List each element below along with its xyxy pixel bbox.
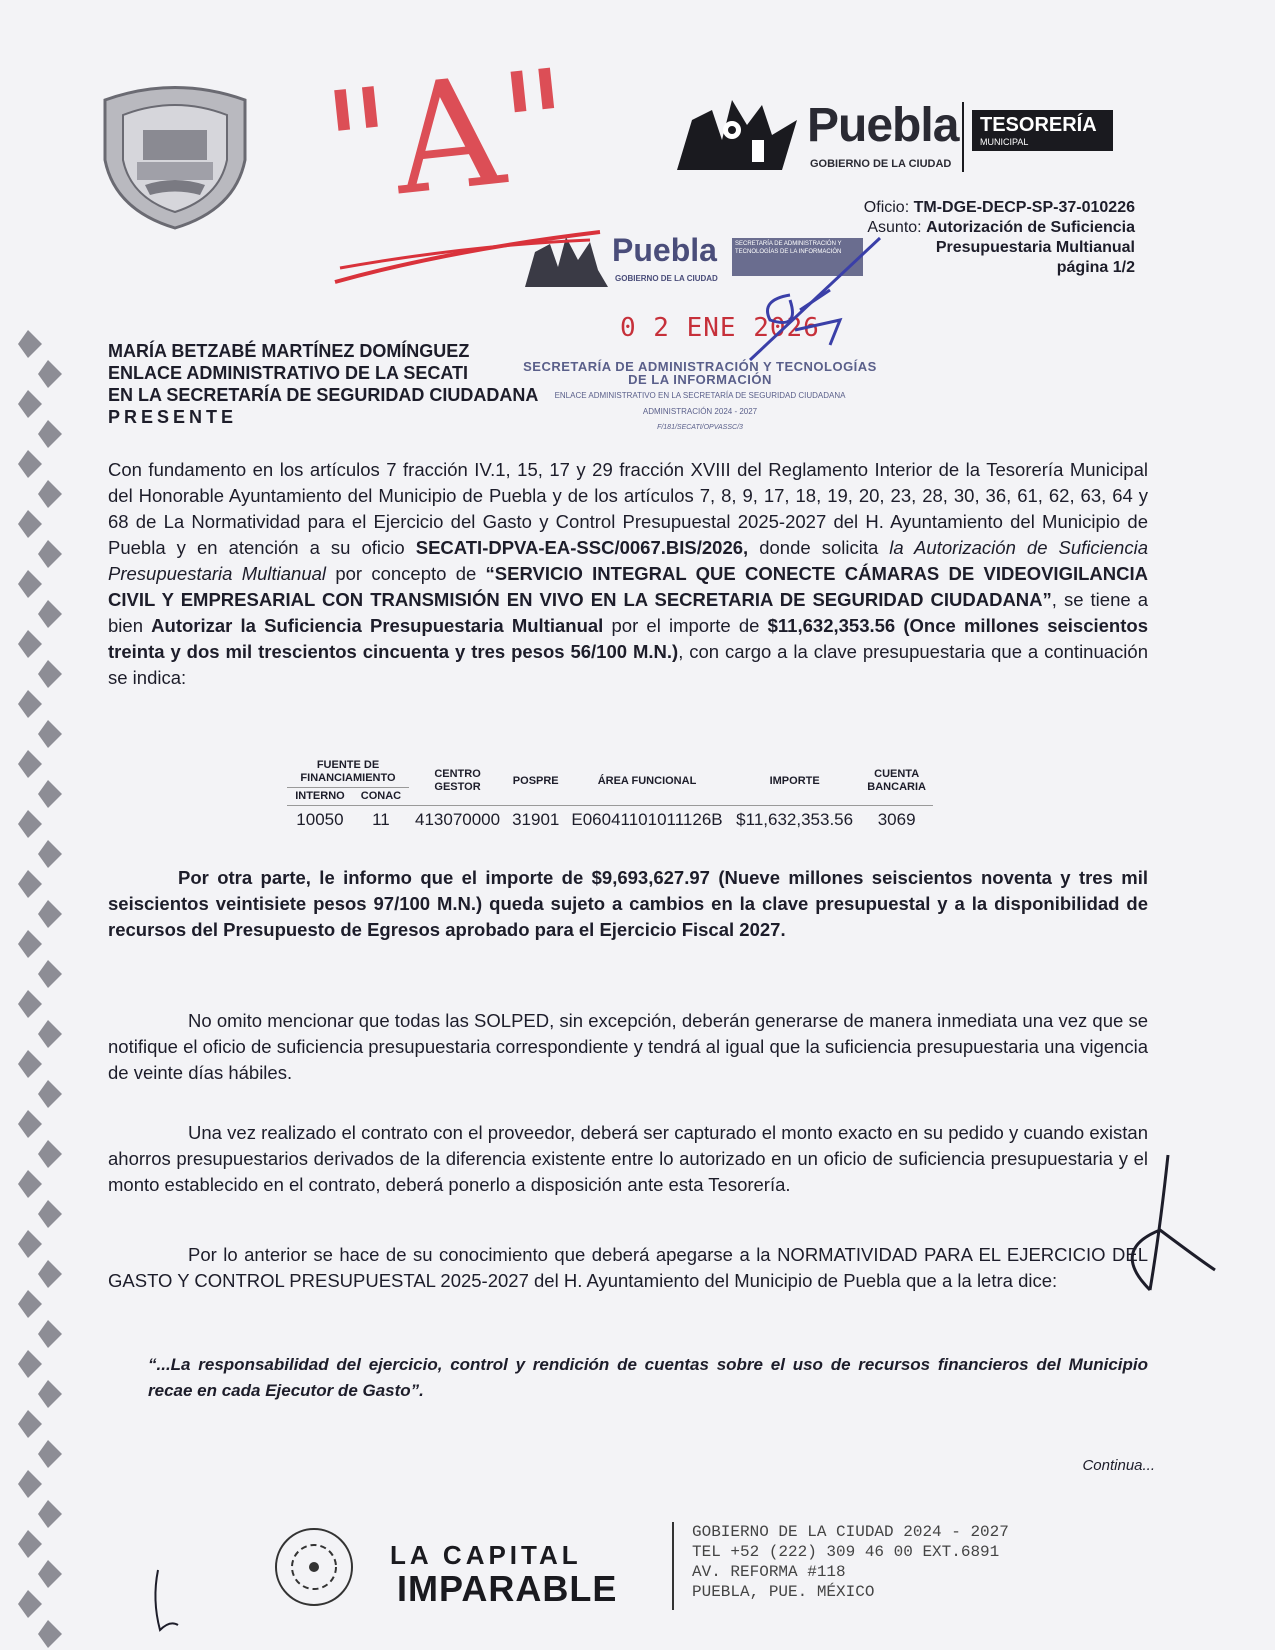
body-paragraph-2: Por otra parte, le informo que el importe de $9,693,627.97 (Nueve millones seiscientos noventa y tres mil seiscientos veintisiete pesos 97/100 M.N.) queda sujeto a cambios en la clave presupuestal y a la disponibilidad de recursos del Presupuesto de Egresos aprobado para el Ejercicio Fiscal 2027.: [108, 867, 1148, 940]
p1-text-d: , se tiene a bien: [108, 589, 1148, 636]
p1-text-c: por concepto de: [326, 563, 486, 584]
table-row: [287, 806, 933, 835]
p1-authorization: Autorizar la Suficiencia Presupuestaria Multianual: [151, 615, 604, 636]
stamp-line4: ADMINISTRACIÓN 2024 - 2027: [642, 407, 758, 416]
stamp-line5: F/181/SECATI/OPVASSC/3: [657, 424, 743, 431]
cell-area: E06041101011126B: [565, 806, 728, 835]
th-conac: CONAC: [353, 788, 409, 806]
footer-addr-3: AV. REFORMA #118: [692, 1563, 846, 1581]
cell-conac: 11: [353, 806, 409, 835]
puebla-tesoreria-logo: [672, 90, 1142, 180]
p1-text-a: Con fundamento en los artículos 7 fracción IV.1, 15, 17 y 29 fracción XVIII del Reglamento Interior de la Tesorería Municipal del Honorable Ayuntamiento del Municipio de Puebla y de los artículos 7, 8, 9, 17, 18, 19, 20, 23, 28, 30, 36, 61, 62, 63, 64 y 68 de La Normatividad para el Ejercicio del Gasto y Control Presupuestal 2025-2027 del H. Ayuntamiento del Municipio de Puebla y en atención a su oficio: [108, 459, 1148, 558]
stamp-line2: DE LA INFORMACIÓN: [628, 372, 772, 387]
stamp-text: [520, 360, 880, 434]
oficio-block: [864, 198, 1135, 278]
handwritten-annotation: "A": [316, 37, 580, 237]
footer-address: [692, 1522, 1009, 1602]
continua-label: Continua...: [1082, 1457, 1155, 1474]
p1-oficio-ref: SECATI-DPVA-EA-SSC/0067.BIS/2026,: [415, 537, 749, 558]
body-paragraph-3: No omito mencionar que todas las SOLPED, sin excepción, deberán generarse de manera inmediata una vez que se notifique el oficio de suficiencia presupuestaria correspondiente y tendrá al igual que la suficiencia presupuestaria una vigencia de veinte días hábiles.: [108, 1010, 1148, 1083]
stamp-emblem-icon: [520, 232, 610, 290]
cell-pospre: 31901: [506, 806, 565, 835]
body-paragraph-1: [108, 457, 1148, 691]
recipient-name: MARÍA BETZABÉ MARTÍNEZ DOMÍNGUEZ: [108, 341, 470, 361]
tesoreria-badge: [972, 110, 1113, 151]
th-area: ÁREA FUNCIONAL: [565, 757, 728, 806]
footer-brand-line2: IMPARABLE: [397, 1568, 618, 1609]
logo-subtitle: GOBIERNO DE LA CIUDAD: [810, 158, 952, 170]
stamp-logo-subtitle: GOBIERNO DE LA CIUDAD: [615, 274, 718, 283]
cell-centro: 413070000: [409, 806, 506, 835]
stamp-line1: SECRETARÍA DE ADMINISTRACIÓN Y TECNOLOGÍAS: [523, 359, 877, 374]
footer-addr-4: PUEBLA, PUE. MÉXICO: [692, 1583, 875, 1601]
cell-cuenta: 3069: [861, 806, 933, 835]
footer-brand-line1: LA CAPITAL: [390, 1540, 582, 1570]
body-paragraph-4: Una vez realizado el contrato con el proveedor, deberá ser capturado el monto exacto en su pedido y cuando existan ahorros presupuestarios derivados de la diferencia existente entre lo autorizado en un oficio de suficiencia presupuestaria y el monto establecido en el contrato, deberá ponerlo a disposición ante esta Tesorería.: [108, 1122, 1148, 1195]
th-fuente: FUENTE DE FINANCIAMIENTO: [287, 757, 409, 788]
municipal-seal: [95, 80, 255, 230]
th-centro: CENTRO GESTOR: [409, 757, 506, 806]
th-cuenta: CUENTA BANCARIA: [861, 757, 933, 806]
p1-service-name: “SERVICIO INTEGRAL QUE CONECTE CÁMARAS DE VIDEOVIGILANCIA CIVIL Y EMPRESARIAL CON TRANSMISIÓN EN VIVO EN LA SECRETARIA DE SEGURIDAD CIUDADANA”: [108, 563, 1148, 610]
recipient-block: [108, 340, 538, 428]
body-paragraph-5: Por lo anterior se hace de su conocimiento que deberá apegarse a la NORMATIVIDAD PARA EL EJERCICIO DEL GASTO Y CONTROL PRESUPUESTAL 2025-2027 del H. Ayuntamiento del Municipio de Puebla que a la letra dice:: [108, 1244, 1148, 1291]
recipient-role1: ENLACE ADMINISTRATIVO DE LA SECATI: [108, 363, 468, 383]
page-number: página 1/2: [1056, 259, 1135, 276]
reception-stamp-logo: [520, 232, 865, 290]
stamp-line3: ENLACE ADMINISTRATIVO EN LA SECRETARÍA DE SEGURIDAD CIUDADANA: [554, 391, 846, 400]
city-emblem-icon: [672, 90, 802, 180]
recipient-role2: EN LA SECRETARÍA DE SEGURIDAD CIUDADANA: [108, 385, 539, 405]
signature-bottom-left: [155, 1570, 178, 1630]
p1-italic-text: la Autorización de Suficiencia Presupuestaria Multianual: [108, 537, 1148, 584]
equality-seal-icon: [272, 1525, 357, 1610]
th-interno: INTERNO: [287, 788, 353, 806]
budget-table: [287, 757, 933, 834]
footer-addr-1: GOBIERNO DE LA CIUDAD 2024 - 2027: [692, 1523, 1009, 1541]
p1-text-f: , con cargo a la clave presupuestaria que a continuación se indica:: [108, 641, 1148, 688]
normative-quote: “...La responsabilidad del ejercicio, control y rendición de cuentas sobre el uso de recursos financieros del Municipio recae en cada Ejecutor de Gasto”.: [148, 1355, 1148, 1400]
oficio-label: Oficio:: [863, 199, 910, 216]
asunto-label: Asunto:: [867, 219, 922, 236]
footer-logo: [272, 1520, 652, 1610]
th-pospre: POSPRE: [506, 757, 565, 806]
p1-text-e: por el importe de: [603, 615, 768, 636]
logo-wordmark: Puebla: [807, 99, 959, 152]
cell-interno: 10050: [287, 806, 353, 835]
p1-text-b: donde solicita: [748, 537, 890, 558]
tesoreria-label: TESORERÍA: [980, 114, 1097, 136]
th-importe: IMPORTE: [729, 757, 861, 806]
recipient-present: PRESENTE: [108, 407, 238, 427]
decorative-border: [18, 330, 78, 1650]
p1-amount: $11,632,353.56 (Once millones seiscientos treinta y dos mil trescientos cincuenta y tres pesos 56/100 M.N.): [108, 615, 1148, 662]
stamp-dept-badge: SECRETARÍA DE ADMINISTRACIÓN Y TECNOLOGÍAS DE LA INFORMACIÓN: [732, 238, 863, 276]
stamp-date: 0 2 ENE 2026: [620, 313, 820, 343]
oficio-number: TM-DGE-DECP-SP-37-010226: [913, 199, 1135, 216]
asunto-line1: Autorización de Suficiencia: [926, 219, 1135, 236]
footer-addr-2: TEL +52 (222) 309 46 00 EXT.6891: [692, 1543, 1000, 1561]
tesoreria-sub: MUNICIPAL: [980, 137, 1029, 147]
cell-importe: $11,632,353.56: [729, 806, 861, 835]
asunto-line2: Presupuestaria Multianual: [935, 239, 1135, 256]
footer-divider: [672, 1522, 674, 1610]
stamp-wordmark: Puebla: [612, 232, 717, 268]
